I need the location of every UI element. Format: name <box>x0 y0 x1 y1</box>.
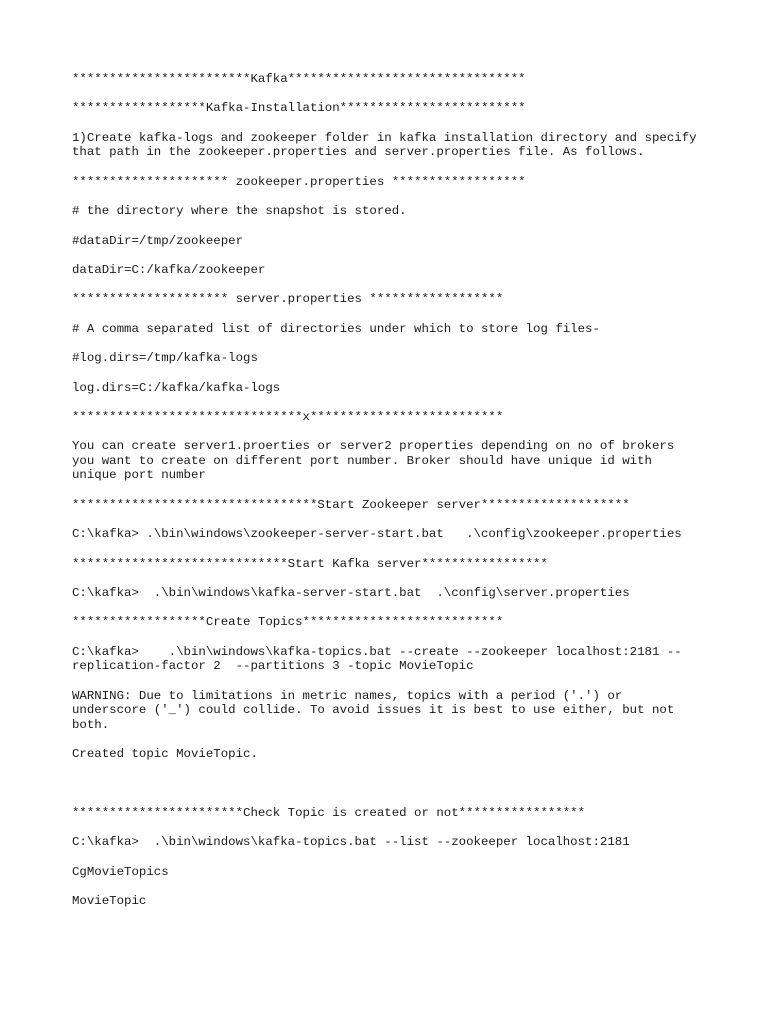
config-datadir-default: #dataDir=/tmp/zookeeper <box>72 233 244 248</box>
config-datadir-custom: dataDir=C:/kafka/zookeeper <box>72 262 266 277</box>
output-topic-movietopic: MovieTopic <box>72 893 147 908</box>
banner-start-zookeeper: *********************************Start Zookeeper server******************** <box>72 497 630 512</box>
command-create-topic: C:\kafka> .\bin\windows\kafka-topics.bat --create --zookeeper localhost:2181 --replication-factor 2 --partitions 3 -topic MovieTopic <box>72 644 682 674</box>
config-logdirs-custom: log.dirs=C:/kafka/kafka-logs <box>72 380 281 395</box>
output-topic-cgmovietopics: CgMovieTopics <box>72 864 169 879</box>
output-created-topic: Created topic MovieTopic. <box>72 747 258 762</box>
banner-zookeeper-properties: ********************* zookeeper.properties ****************** <box>72 174 526 189</box>
instruction-create-folders: 1)Create kafka-logs and zookeeper folder in kafka installation directory and specify that path in the zookeeper.properties and server.properties file. As follows. <box>72 130 705 160</box>
blank-space <box>72 777 702 806</box>
warning-metric-names: WARNING: Due to limitations in metric names, topics with a period ('.') or underscore ('_') could collide. To avoid issues it is best to use either, but not both. <box>72 688 682 732</box>
comment-log-directories: # A comma separated list of directories under which to store log files- <box>72 321 600 336</box>
command-list-topics: C:\kafka> .\bin\windows\kafka-topics.bat --list --zookeeper localhost:2181 <box>72 835 630 850</box>
command-start-kafka: C:\kafka> .\bin\windows\kafka-server-start.bat .\config\server.properties <box>72 586 630 601</box>
note-multiple-brokers: You can create server1.proerties or server2 properties depending on no of brokers you want to create on different port number. Broker should have unique id with unique port number <box>72 439 682 483</box>
banner-create-topics: ******************Create Topics*************************** <box>72 615 504 630</box>
banner-check-topic: ***********************Check Topic is created or not***************** <box>72 805 586 820</box>
document-body <box>72 72 705 923</box>
config-logdirs-default: #log.dirs=/tmp/kafka-logs <box>72 351 258 366</box>
separator-x: *******************************x************************** <box>72 409 504 424</box>
banner-kafka-installation: ******************Kafka-Installation************************* <box>72 101 526 116</box>
banner-kafka: ************************Kafka******************************** <box>72 72 526 86</box>
banner-start-kafka: *****************************Start Kafka server***************** <box>72 556 548 571</box>
comment-snapshot-directory: # the directory where the snapshot is stored. <box>72 204 407 219</box>
command-start-zookeeper: C:\kafka> .\bin\windows\zookeeper-server-start.bat .\config\zookeeper.properties <box>72 527 682 542</box>
banner-server-properties: ********************* server.properties ****************** <box>72 292 504 307</box>
